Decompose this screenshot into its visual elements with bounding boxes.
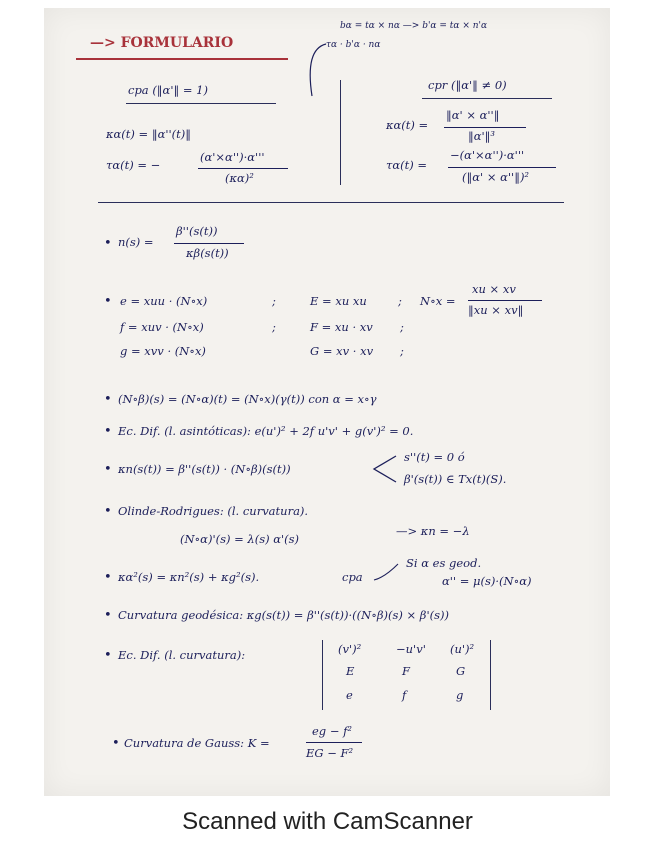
normal-den: κβ(s(t))	[186, 246, 229, 260]
bullet-icon: •	[104, 462, 112, 477]
bullet-icon: •	[104, 236, 112, 251]
bullet-icon: •	[104, 424, 112, 439]
bullet-icon: •	[104, 570, 112, 585]
cpr-curvature-num: ‖α' × α''‖	[446, 108, 500, 122]
gauss-curvature-lhs: Curvatura de Gauss: K =	[124, 736, 270, 750]
cpa-heading: cpa (‖α'‖ = 1)	[128, 83, 208, 97]
section-divider	[98, 202, 564, 203]
unit-normal-lhs: N∘x =	[420, 294, 456, 308]
cpr-torsion-den: (‖α' × α''‖)²	[462, 170, 530, 184]
cpa-torsion-lhs: τα(t) = −	[106, 158, 161, 172]
normal-bar	[174, 243, 244, 244]
determinant-right-bar	[490, 640, 491, 710]
bullet-icon: •	[104, 608, 112, 623]
det-cell: g	[456, 688, 464, 702]
normal-num: β''(s(t))	[176, 224, 218, 238]
cpr-torsion-bar	[448, 167, 556, 168]
geodesic-condition: α'' = μ(s)·(N∘α)	[442, 574, 532, 588]
cpa-torsion-num: (α'×α'')·α'''	[200, 150, 265, 164]
unit-normal-bar	[468, 300, 542, 301]
first-form-G: G = xv · xv	[310, 344, 374, 358]
olinde-eq: (N∘α)'(s) = λ(s) α'(s)	[180, 532, 300, 546]
gauss-curvature-bar	[306, 742, 362, 743]
first-form-F: F = xu · xv	[310, 320, 373, 334]
geodesic-note: Si α es geod.	[406, 556, 482, 570]
gauss-curvature-num: eg − f²	[312, 724, 352, 738]
cpr-curvature-lhs: κα(t) =	[386, 118, 429, 132]
bullet-icon: •	[112, 736, 120, 751]
det-cell: −u'v'	[396, 642, 426, 656]
normal-lhs: n(s) =	[118, 235, 154, 249]
det-cell: (u')²	[450, 642, 475, 656]
cpr-torsion-num: −(α'×α'')·α'''	[450, 148, 525, 162]
cpr-heading: cpr (‖α'‖ ≠ 0)	[428, 78, 507, 92]
cpa-torsion-bar	[198, 168, 288, 169]
unit-normal-den: ‖xu × xv‖	[468, 303, 524, 317]
separator: ;	[400, 320, 404, 334]
separator: ;	[272, 320, 276, 334]
cpr-torsion-lhs: τα(t) =	[386, 158, 428, 172]
curvature-decomposition: κα²(s) = κn²(s) + κg²(s).	[118, 570, 260, 584]
separator: ;	[398, 294, 402, 308]
header-note-torsion: τα · b'α · nα	[326, 40, 381, 50]
normal-curvature-case1: s''(t) = 0 ó	[404, 450, 465, 464]
unit-normal-num: xu × xv	[472, 282, 516, 296]
det-cell: E	[346, 664, 355, 678]
bullet-icon: •	[104, 392, 112, 407]
cpa-curvature: κα(t) = ‖α''(t)‖	[106, 127, 192, 141]
second-form-e: e = xuu · (N∘x)	[120, 294, 208, 308]
first-form-E: E = xu xu	[310, 294, 367, 308]
geodesic-curvature-eq: Curvatura geodésica: κg(s(t)) = β''(s(t))·((N∘β)(s) × β'(s))	[118, 608, 449, 622]
determinant-left-bar	[322, 640, 323, 710]
curvature-lines-label: Ec. Dif. (l. curvatura):	[118, 648, 246, 662]
normal-curvature-eq: κn(s(t)) = β''(s(t)) · (N∘β)(s(t))	[118, 462, 291, 476]
second-form-g: g = xvv · (N∘x)	[120, 344, 206, 358]
title-underline	[76, 58, 288, 60]
normal-composition: (N∘β)(s) = (N∘α)(t) = (N∘x)(γ(t)) con α = x∘γ	[118, 392, 377, 406]
brace-icon	[370, 454, 400, 484]
cpa-torsion-den: (κα)²	[225, 171, 254, 185]
olinde-consequence: —> κn = −λ	[396, 524, 470, 538]
det-cell: f	[402, 688, 407, 702]
header-note-binormal: bα = tα × nα —> b'α = tα × n'α	[340, 21, 488, 31]
asymptotic-lines-eq: Ec. Dif. (l. asintóticas): e(u')² + 2f u'v' + g(v')² = 0.	[118, 424, 414, 438]
normal-curvature-case2: β'(s(t)) ∈ Tx(t)(S).	[404, 472, 507, 486]
separator: ;	[272, 294, 276, 308]
det-cell: e	[346, 688, 353, 702]
gauss-curvature-den: EG − F²	[306, 746, 354, 760]
arrow-icon	[372, 560, 402, 582]
det-cell: G	[456, 664, 466, 678]
cpr-curvature-bar	[444, 127, 526, 128]
page-title: —> FORMULARIO	[90, 35, 234, 51]
bullet-icon: •	[104, 294, 112, 309]
bullet-icon: •	[104, 648, 112, 663]
pointer-arrow	[300, 40, 340, 100]
det-cell: (v')²	[338, 642, 362, 656]
cpr-curvature-den: ‖α'‖³	[468, 129, 496, 143]
olinde-title: Olinde-Rodrigues: (l. curvatura).	[118, 504, 309, 518]
separator: ;	[400, 344, 404, 358]
det-cell: F	[402, 664, 410, 678]
bullet-icon: •	[104, 504, 112, 519]
second-form-f: f = xuv · (N∘x)	[120, 320, 204, 334]
scanner-watermark: Scanned with CamScanner	[182, 808, 473, 835]
cpa-underline	[126, 103, 276, 104]
column-divider	[340, 80, 341, 185]
cpa-tag: cpa	[342, 570, 363, 584]
cpr-underline	[422, 98, 552, 99]
